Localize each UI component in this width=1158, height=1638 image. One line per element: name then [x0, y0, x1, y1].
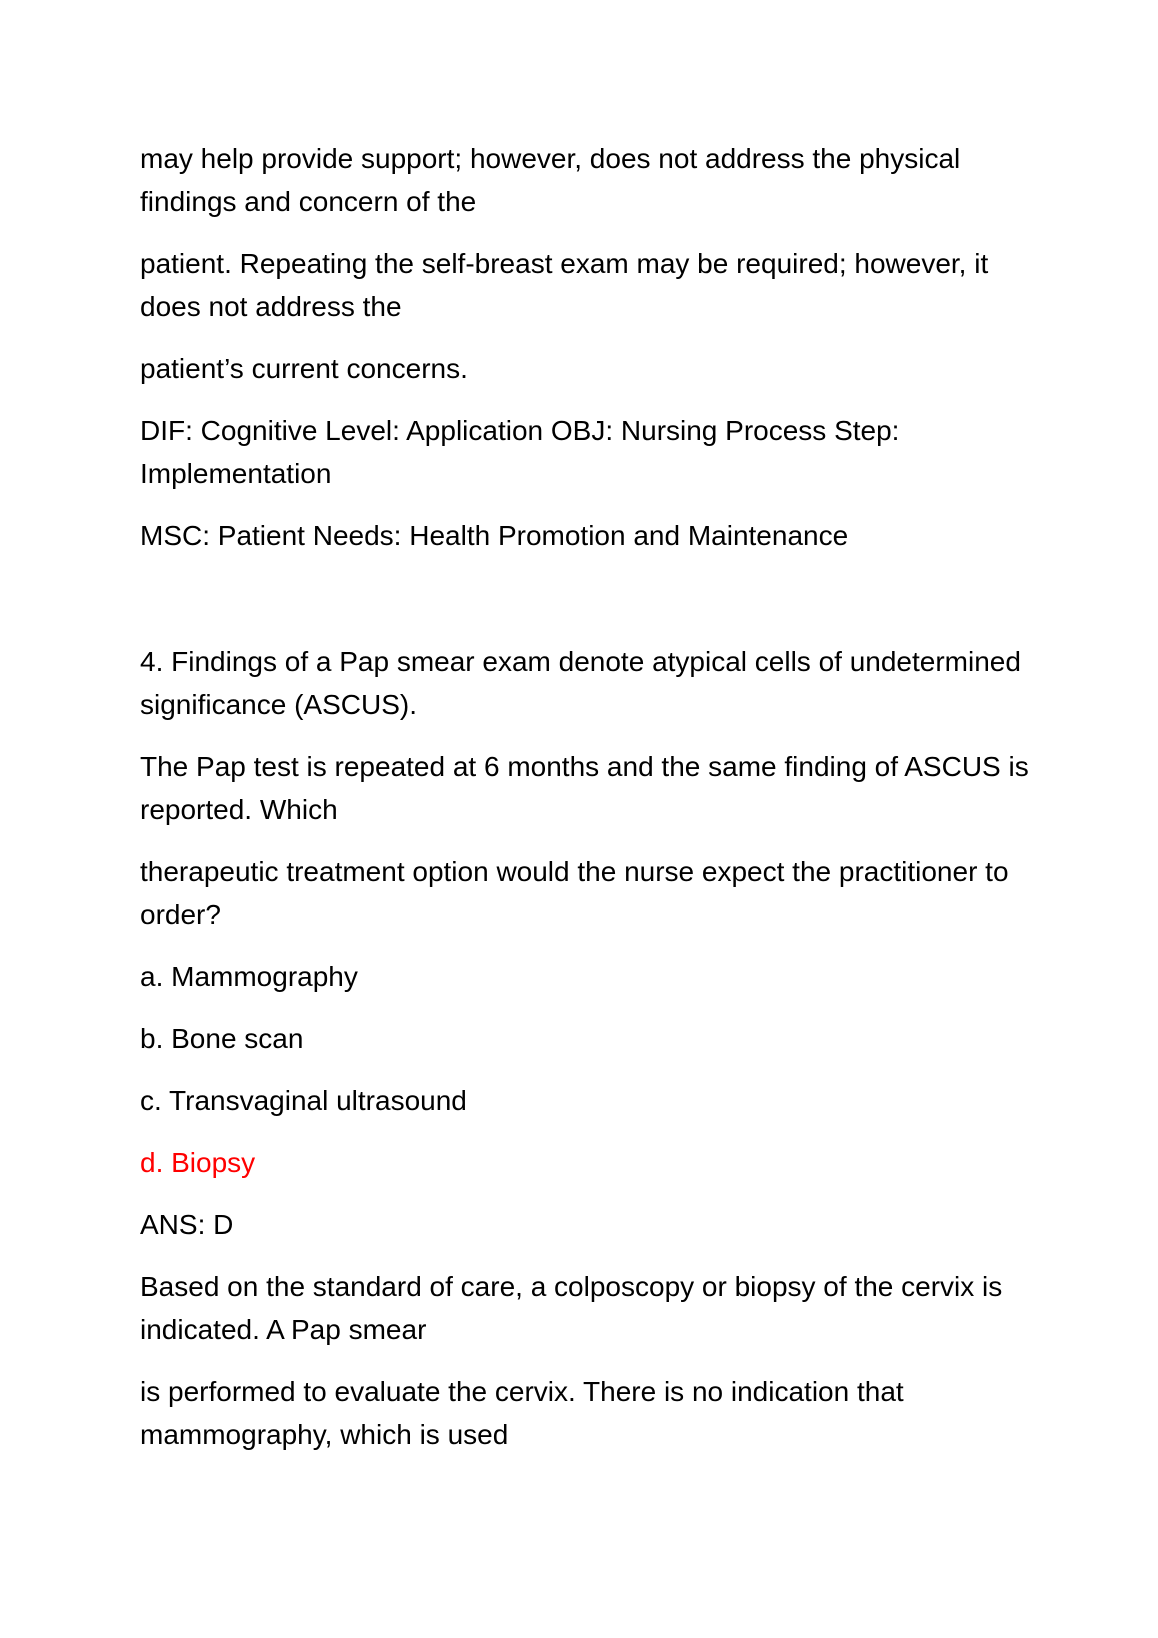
answer-key: ANS: D — [140, 1209, 234, 1240]
option-b: b. Bone scan — [140, 1023, 304, 1054]
rationale-paragraph: may help provide support; however, does not address the physical findings and concern of the — [140, 143, 961, 217]
rationale-paragraph: patient. Repeating the self-breast exam may be required; however, it does not address the — [140, 248, 989, 322]
question-stem: 4. Findings of a Pap smear exam denote atypical cells of undetermined significance (ASCUS). — [140, 646, 1021, 720]
rationale-paragraph: patient’s current concerns. — [140, 353, 468, 384]
option-d-correct: d. Biopsy — [140, 1147, 256, 1178]
question-stem: The Pap test is repeated at 6 months and the same finding of ASCUS is reported. Which — [140, 751, 1029, 825]
rationale-paragraph: is performed to evaluate the cervix. There is no indication that mammography, which is used — [140, 1376, 904, 1450]
option-a: a. Mammography — [140, 961, 358, 992]
question-stem: therapeutic treatment option would the nurse expect the practitioner to order? — [140, 856, 1009, 930]
rationale-paragraph: Based on the standard of care, a colposcopy or biopsy of the cervix is indicated. A Pap smear — [140, 1271, 1003, 1345]
classification-dif: DIF: Cognitive Level: Application OBJ: Nursing Process Step: Implementation — [140, 415, 900, 489]
document-page — [140, 137, 1030, 1475]
option-c: c. Transvaginal ultrasound — [140, 1085, 467, 1116]
paragraph-spacer — [140, 576, 1030, 640]
classification-msc: MSC: Patient Needs: Health Promotion and Maintenance — [140, 520, 849, 551]
